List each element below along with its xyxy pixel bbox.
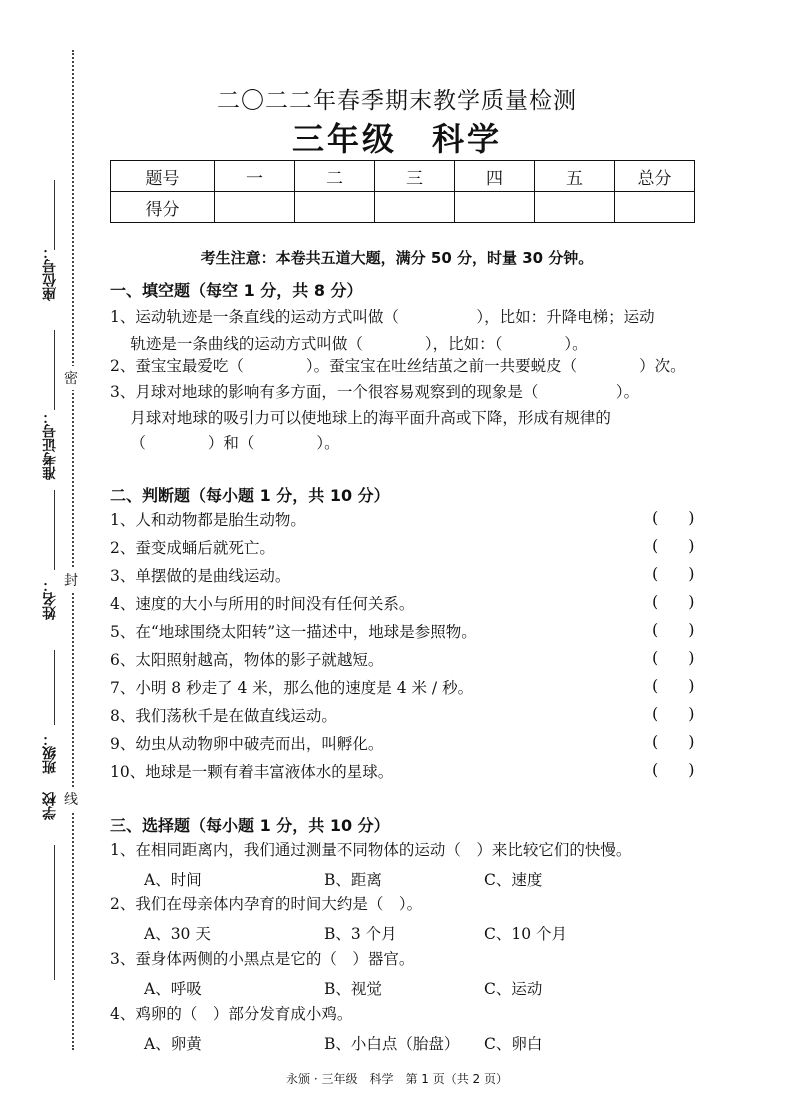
score-cell: 三 [375, 161, 455, 192]
exam-notice: 考生注意：本卷共五道大题，满分 50 分，时量 30 分钟。 [200, 249, 594, 267]
seat-label: 座位号： [42, 245, 58, 301]
section-2-title: 二、判断题（每小题 1 分，共 10 分） [110, 486, 390, 505]
school-underline [54, 845, 55, 980]
judge-item: 6、太阳照射越高，物体的影子就越短。 [110, 651, 384, 669]
exam-title: 二〇二二年春季期末教学质量检测 [217, 88, 577, 114]
score-entry-cell[interactable] [215, 192, 295, 223]
score-cell: 五 [535, 161, 615, 192]
judge-item: 3、单摆做的是曲线运动。 [110, 567, 291, 585]
score-cell: 一 [215, 161, 295, 192]
seal-char-xian: 线 [64, 787, 78, 811]
choice-option-a[interactable]: A、30 天 [144, 925, 211, 943]
judge-item: 9、幼虫从动物卵中破壳而出，叫孵化。 [110, 735, 384, 753]
score-entry-cell[interactable] [375, 192, 455, 223]
choice-option-c[interactable]: C、卵白 [484, 1035, 543, 1053]
section-1-title: 一、填空题（每空 1 分，共 8 分） [110, 281, 363, 300]
score-entry-cell[interactable] [455, 192, 535, 223]
judge-answer-paren[interactable]: () [652, 704, 725, 723]
exam-id-label: 准考证号： [42, 410, 58, 480]
binding-dotted-line [72, 50, 74, 1050]
class-underline [54, 650, 55, 725]
name-underline [54, 490, 55, 570]
choice-option-b[interactable]: B、视觉 [324, 980, 382, 998]
score-entry-cell[interactable] [535, 192, 615, 223]
fill-line: 轨迹是一条曲线的运动方式叫做（ ），比如：（ ）。 [110, 335, 588, 353]
choice-option-b[interactable]: B、距离 [324, 871, 382, 889]
section-3-title: 三、选择题（每小题 1 分，共 10 分） [110, 816, 390, 835]
score-cell: 题号 [111, 161, 215, 192]
score-table-header-row [111, 161, 695, 192]
score-cell: 总分 [615, 161, 695, 192]
judge-answer-paren[interactable]: () [652, 732, 725, 751]
judge-item: 10、地球是一颗有着丰富液体水的星球。 [110, 763, 394, 781]
fill-line: （ ）和（ ）。 [110, 434, 340, 452]
judge-answer-paren[interactable]: () [652, 592, 725, 611]
page-footer: 永颁 · 三年级 科学 第 1 页（共 2 页） [286, 1072, 508, 1086]
score-cell: 四 [455, 161, 535, 192]
fill-line: 2、蚕宝宝最爱吃（ ）。蚕宝宝在吐丝结茧之前一共要蜕皮（ ）次。 [110, 357, 686, 375]
score-entry-cell[interactable] [295, 192, 375, 223]
choice-option-b[interactable]: B、小白点（胎盘） [324, 1035, 460, 1053]
judge-answer-paren[interactable]: () [652, 620, 725, 639]
choice-question: 3、蚕身体两侧的小黑点是它的（ ）器官。 [110, 950, 415, 968]
school-label: 学校 [42, 792, 58, 820]
class-label: 班级： [42, 732, 58, 774]
choice-option-c[interactable]: C、运动 [484, 980, 543, 998]
judge-item: 7、小明 8 秒走了 4 米，那么他的速度是 4 米 / 秒。 [110, 679, 474, 697]
fill-line: 1、运动轨迹是一条直线的运动方式叫做（ ），比如：升降电梯；运动 [110, 308, 655, 326]
choice-option-a[interactable]: A、时间 [144, 871, 202, 889]
judge-answer-paren[interactable]: () [652, 536, 725, 555]
choice-option-a[interactable]: A、呼吸 [144, 980, 202, 998]
seal-char-feng: 封 [64, 568, 78, 592]
judge-answer-paren[interactable]: () [652, 508, 725, 527]
score-table [110, 160, 695, 223]
choice-option-c[interactable]: C、10 个月 [484, 925, 568, 943]
score-cell: 得分 [111, 192, 215, 223]
judge-item: 5、在“地球围绕太阳转”这一描述中，地球是参照物。 [110, 623, 477, 641]
score-table-score-row [111, 192, 695, 223]
judge-answer-paren[interactable]: () [652, 760, 725, 779]
judge-item: 2、蚕变成蛹后就死亡。 [110, 539, 275, 557]
name-label: 姓名： [42, 578, 58, 620]
score-cell: 二 [295, 161, 375, 192]
exam-id-underline [54, 330, 55, 410]
choice-question: 1、在相同距离内，我们通过测量不同物体的运动（ ）来比较它们的快慢。 [110, 841, 632, 859]
seal-char-mi: 密 [64, 366, 78, 390]
fill-line: 月球对地球的吸引力可以使地球上的海平面升高或下降，形成有规律的 [110, 409, 611, 427]
score-entry-cell[interactable] [615, 192, 695, 223]
judge-item: 8、我们荡秋千是在做直线运动。 [110, 707, 337, 725]
exam-subject: 三年级 科学 [291, 120, 502, 158]
choice-question: 2、我们在母亲体内孕育的时间大约是（ ）。 [110, 895, 423, 913]
choice-question: 4、鸡卵的（ ）部分发育成小鸡。 [110, 1005, 353, 1023]
judge-answer-paren[interactable]: () [652, 676, 725, 695]
seat-underline [54, 180, 55, 250]
judge-answer-paren[interactable]: () [652, 648, 725, 667]
judge-item: 4、速度的大小与所用的时间没有任何关系。 [110, 595, 415, 613]
fill-line: 3、月球对地球的影响有多方面，一个很容易观察到的现象是（ ）。 [110, 383, 640, 401]
choice-option-a[interactable]: A、卵黄 [144, 1035, 202, 1053]
choice-option-c[interactable]: C、速度 [484, 871, 543, 889]
judge-item: 1、人和动物都是胎生动物。 [110, 511, 306, 529]
judge-answer-paren[interactable]: () [652, 564, 725, 583]
choice-option-b[interactable]: B、3 个月 [324, 925, 397, 943]
